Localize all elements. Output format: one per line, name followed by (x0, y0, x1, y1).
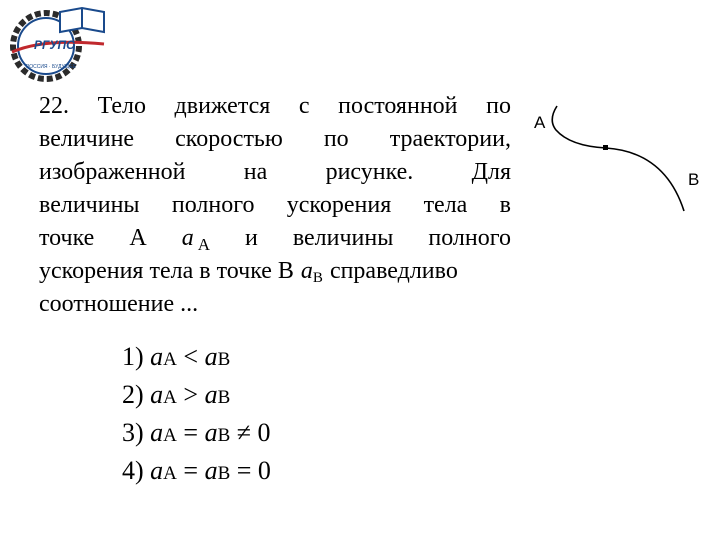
option-number: 2) (122, 380, 144, 409)
answer-option-3[interactable] (122, 414, 271, 452)
relation-tail: = 0 (236, 456, 271, 485)
accel-symbol: a (150, 380, 164, 409)
word: полного (171, 192, 255, 218)
relation-tail: ≠ 0 (236, 418, 271, 447)
word: скоростью (175, 126, 283, 152)
answer-options (122, 338, 271, 490)
problem-line-3 (39, 156, 511, 189)
word: на (243, 159, 268, 185)
option-number: 4) (122, 456, 144, 485)
midpoint-marker (603, 145, 608, 150)
book-icon (60, 8, 104, 32)
accel-subscript: A (163, 463, 177, 484)
accel-subscript: B (217, 425, 231, 446)
accel-symbol: a (150, 342, 164, 371)
problem-line-4 (39, 189, 511, 222)
point-a-label: А (129, 225, 147, 251)
accel-subscript: В (312, 270, 323, 286)
trajectory-svg (530, 96, 710, 226)
word: движется (174, 93, 271, 119)
answer-option-2[interactable] (122, 376, 271, 414)
accel-symbol: a (181, 225, 194, 251)
logo-motto: РОССИЯ · БУДУЩЕЕ (26, 64, 77, 70)
label-point-a: A (534, 113, 546, 132)
word: по (323, 126, 349, 152)
accel-subscript: B (217, 387, 231, 408)
accel-symbol: a (150, 456, 164, 485)
problem-text (39, 90, 511, 321)
accel-subscript: А (197, 235, 210, 254)
word: постоянной (338, 93, 458, 119)
accel-symbol: a (204, 456, 218, 485)
label-point-b: B (688, 170, 700, 189)
university-logo (4, 2, 108, 82)
word: по (486, 93, 511, 119)
word: справедливо (329, 258, 458, 284)
word: Тело (97, 93, 146, 119)
word: с (298, 93, 310, 119)
word: траектории, (389, 126, 511, 152)
word: ускорения (286, 192, 392, 218)
relation-operator: = (183, 418, 199, 447)
option-number: 3) (122, 418, 144, 447)
problem-line-6 (39, 255, 511, 288)
word: рисунке. (325, 159, 414, 185)
word: величины (39, 192, 140, 218)
accel-symbol: a (204, 342, 218, 371)
word: изображенной (39, 159, 186, 185)
answer-option-4[interactable] (122, 452, 271, 490)
accel-symbol: a (150, 418, 164, 447)
accel-subscript: B (217, 463, 231, 484)
problem-number: 22. (39, 93, 69, 119)
trajectory-curve (552, 106, 684, 211)
word: величины (292, 225, 394, 251)
word: полного (428, 225, 511, 251)
trajectory-diagram (530, 96, 710, 226)
accel-a-symbol (182, 222, 210, 255)
accel-symbol: a (204, 418, 218, 447)
accel-symbol: a (204, 380, 218, 409)
accel-subscript: B (217, 349, 231, 370)
accel-symbol: a (300, 258, 313, 284)
word: в (499, 192, 511, 218)
word: Для (471, 159, 511, 185)
accel-subscript: A (163, 425, 177, 446)
problem-line-5 (39, 222, 511, 255)
logo-name: РГУПС (34, 38, 75, 52)
accel-subscript: A (163, 387, 177, 408)
relation-operator: < (183, 342, 199, 371)
word: точке (39, 225, 95, 251)
relation-operator: > (183, 380, 199, 409)
accel-subscript: A (163, 349, 177, 370)
answer-option-1[interactable] (122, 338, 271, 376)
logo-emblem-icon (4, 2, 108, 82)
problem-line-2 (39, 123, 511, 156)
relation-operator: = (183, 456, 199, 485)
text-run: ускорения тела в точке В (39, 258, 294, 284)
text-run: соотношение ... (39, 291, 199, 317)
problem-line-7 (39, 288, 511, 321)
accel-b-symbol (301, 255, 323, 288)
word: величине (39, 126, 135, 152)
word: и (244, 225, 258, 251)
option-number: 1) (122, 342, 144, 371)
word: тела (423, 192, 468, 218)
problem-line-1 (39, 90, 511, 123)
